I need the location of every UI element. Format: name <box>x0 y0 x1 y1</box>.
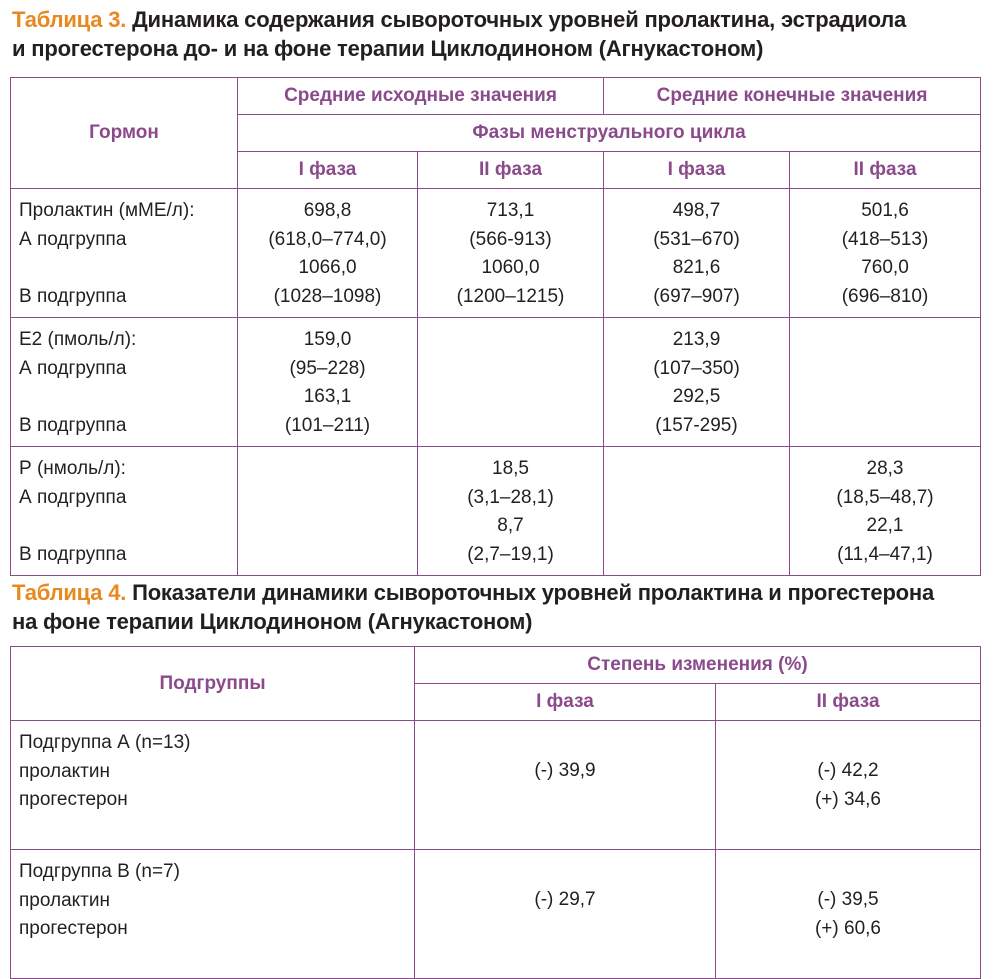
header-hormone: Гормон <box>11 78 238 189</box>
table-row <box>11 318 981 447</box>
table-cell: 213,9 (107–350) 292,5 (157-295) <box>604 318 790 447</box>
table-cell: 713,1 (566-913) 1060,0 (1200–1215) <box>418 189 604 318</box>
table4-title-line1: Показатели динамики сывороточных уровней пролактина и прогестерона <box>132 580 935 605</box>
table-cell <box>238 447 418 576</box>
table4-title-line2: на фоне терапии Циклодиноном (Агнукастоном) <box>12 609 533 634</box>
table3-label: Таблица 3. <box>12 7 127 32</box>
header-initial-phase2: II фаза <box>418 152 604 189</box>
header-final-phase2: II фаза <box>790 152 981 189</box>
row-label: Пролактин (мМЕ/л): А подгруппа В подгруппа <box>11 189 238 318</box>
header-initial: Средние исходные значения <box>238 78 604 115</box>
table4-caption <box>12 578 992 636</box>
table-row <box>11 447 981 576</box>
header-initial-phase1: I фаза <box>238 152 418 189</box>
table-row <box>11 189 981 318</box>
table3 <box>10 77 981 576</box>
table-row <box>11 850 981 979</box>
header-phase2: II фаза <box>716 684 981 721</box>
row-label: Подгруппа А (n=13) пролактин прогестерон <box>11 721 415 850</box>
table3-title-line2: и прогестерона до- и на фоне терапии Циклодиноном (Агнукастоном) <box>12 36 764 61</box>
table-cell: 18,5 (3,1–28,1) 8,7 (2,7–19,1) <box>418 447 604 576</box>
header-phase1: I фаза <box>415 684 716 721</box>
table-cell: (-) 39,9 <box>415 721 716 850</box>
header-subgroups: Подгруппы <box>11 647 415 721</box>
table-cell: 501,6 (418–513) 760,0 (696–810) <box>790 189 981 318</box>
table-cell: (-) 42,2 (+) 34,6 <box>716 721 981 850</box>
table3-title-line1: Динамика содержания сывороточных уровней пролактина, эстрадиола <box>132 7 907 32</box>
table-cell: 698,8 (618,0–774,0) 1066,0 (1028–1098) <box>238 189 418 318</box>
table-cell: 159,0 (95–228) 163,1 (101–211) <box>238 318 418 447</box>
row-label: Е2 (пмоль/л): А подгруппа В подгруппа <box>11 318 238 447</box>
table-cell <box>604 447 790 576</box>
table-cell: 498,7 (531–670) 821,6 (697–907) <box>604 189 790 318</box>
header-final: Средние конечные значения <box>604 78 981 115</box>
table-row <box>11 721 981 850</box>
table3-caption <box>12 5 992 63</box>
table4-label: Таблица 4. <box>12 580 127 605</box>
table-cell: (-) 39,5 (+) 60,6 <box>716 850 981 979</box>
table4 <box>10 646 981 979</box>
table-cell <box>418 318 604 447</box>
table-cell <box>790 318 981 447</box>
header-degree: Степень изменения (%) <box>415 647 981 684</box>
table-cell: (-) 29,7 <box>415 850 716 979</box>
row-label: Подгруппа В (n=7) пролактин прогестерон <box>11 850 415 979</box>
table-cell: 28,3 (18,5–48,7) 22,1 (11,4–47,1) <box>790 447 981 576</box>
header-final-phase1: I фаза <box>604 152 790 189</box>
header-phases-span: Фазы менструального цикла <box>238 115 981 152</box>
row-label: Р (нмоль/л): А подгруппа В подгруппа <box>11 447 238 576</box>
